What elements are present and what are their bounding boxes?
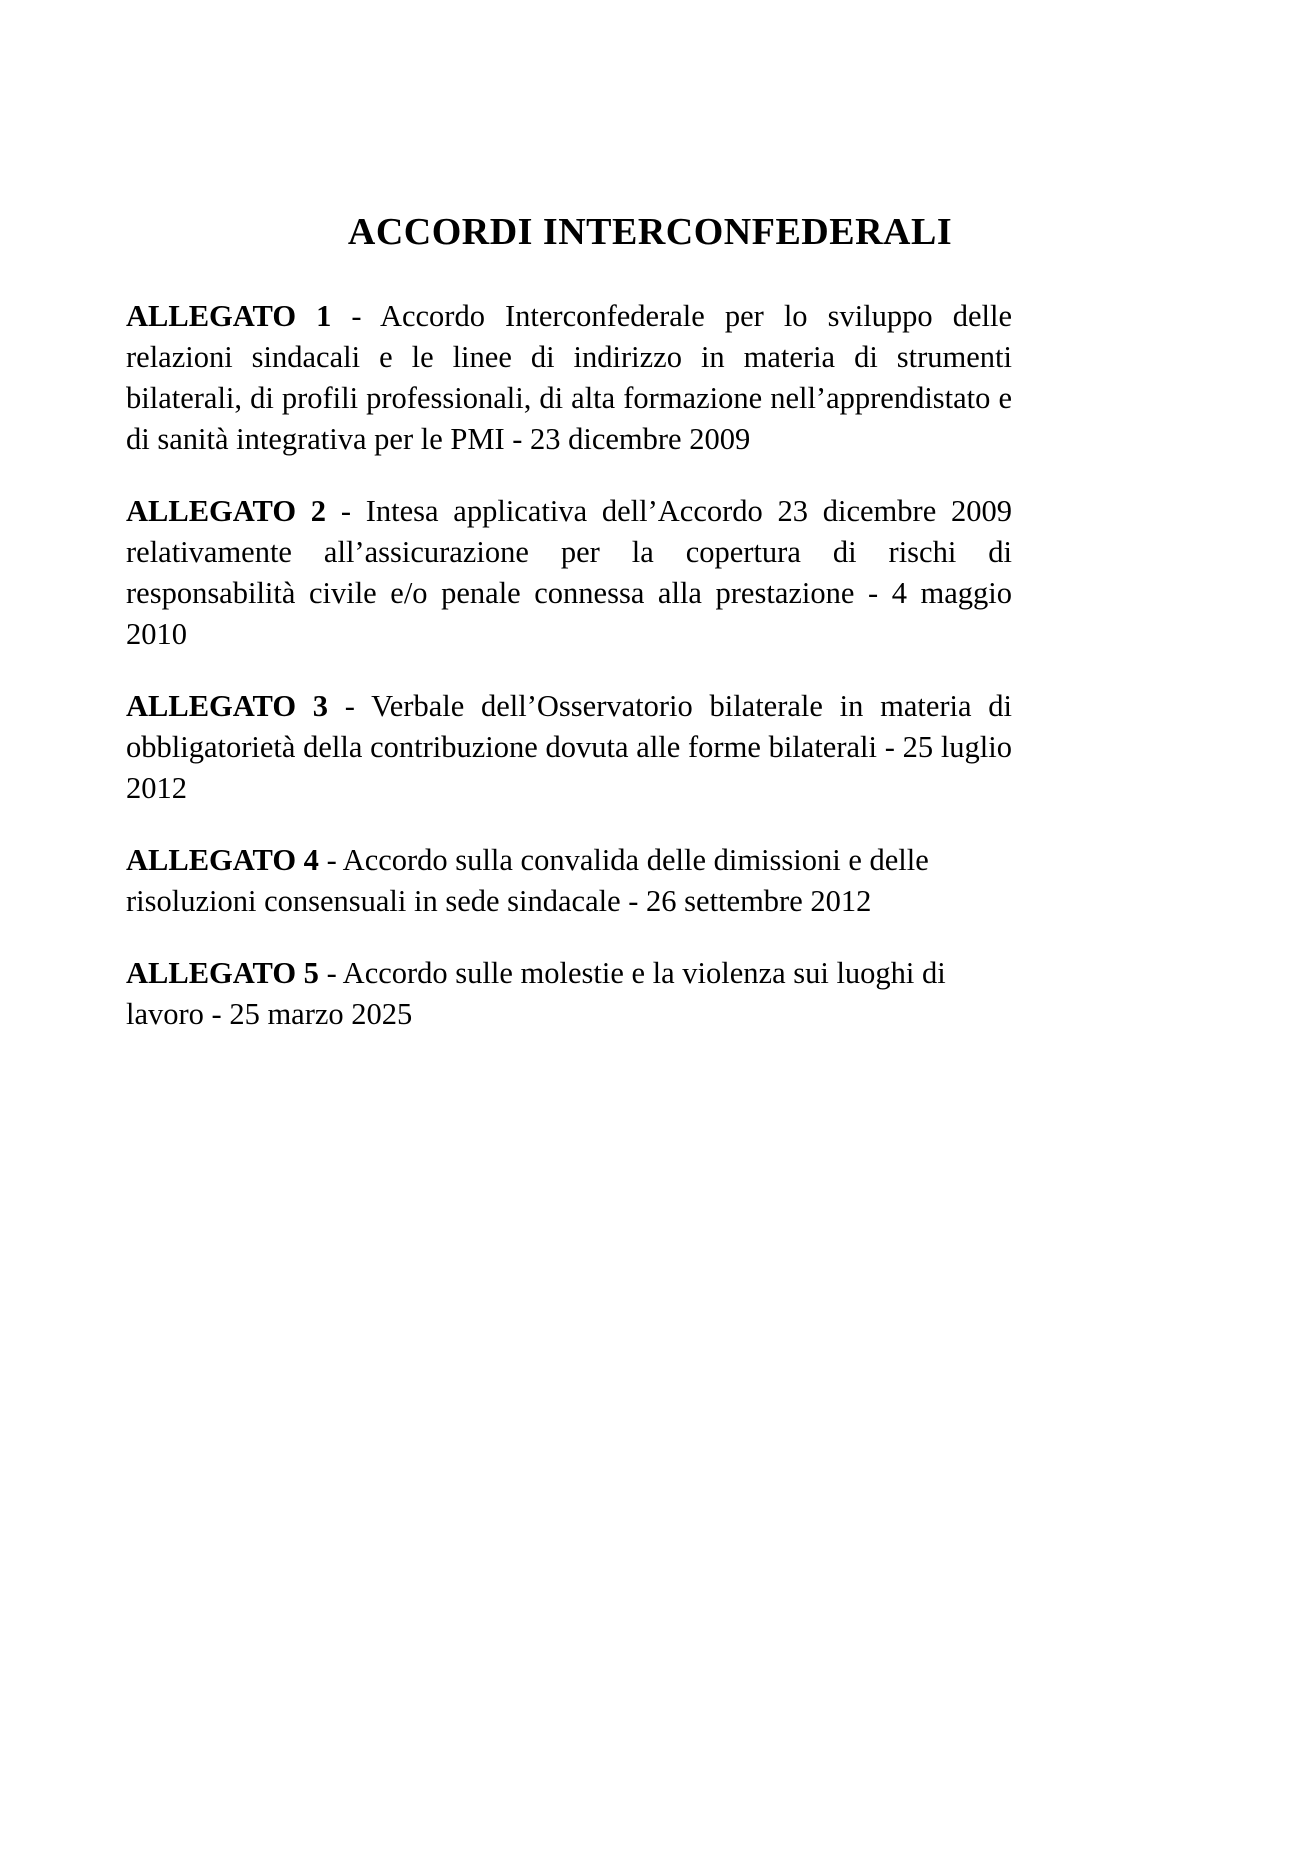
list-item <box>126 686 1012 809</box>
allegato-description: Accordo sulle molestie e la violenza sui luoghi di lavoro - 25 marzo 2025 <box>126 956 946 1031</box>
allegato-label: ALLEGATO 2 <box>126 494 327 528</box>
allegato-label: ALLEGATO 1 <box>126 299 332 333</box>
allegato-separator: - <box>318 956 343 990</box>
list-item <box>126 296 1012 460</box>
allegato-separator: - <box>326 494 366 528</box>
allegati-list <box>126 296 1012 1035</box>
allegato-separator: - <box>328 689 372 723</box>
page-title: ACCORDI INTERCONFEDERALI <box>347 211 953 254</box>
allegato-label: ALLEGATO 4 <box>126 843 319 877</box>
list-item <box>126 840 1012 922</box>
allegato-description: Accordo sulla convalida delle dimissioni e delle risoluzioni consensuali in sede sindacale - 26 settembre 2012 <box>126 843 929 918</box>
allegato-description: Verbale dell’Osservatorio bilaterale in materia di obbligatorietà della contribuzione dovuta alle forme bilaterali - 25 luglio 2012 <box>126 689 1012 805</box>
allegato-description: Accordo Interconfederale per lo sviluppo delle relazioni sindacali e le linee di indirizzo in materia di strumenti bilaterali, di profili professionali, di alta formazione nell’apprendistato e di sanità integrativa per le PMI - 23 dicembre 2009 <box>126 299 1012 456</box>
allegato-separator: - <box>318 843 343 877</box>
allegato-separator: - <box>331 299 380 333</box>
allegato-description: Intesa applicativa dell’Accordo 23 dicembre 2009 relativamente all’assicurazione per la copertura di rischi di responsabilità civile e/o penale connessa alla prestazione - 4 maggio 2010 <box>126 494 1012 651</box>
allegato-label: ALLEGATO 3 <box>126 689 329 723</box>
list-item <box>126 953 1012 1035</box>
list-item <box>126 491 1012 655</box>
allegato-label: ALLEGATO 5 <box>126 956 319 990</box>
